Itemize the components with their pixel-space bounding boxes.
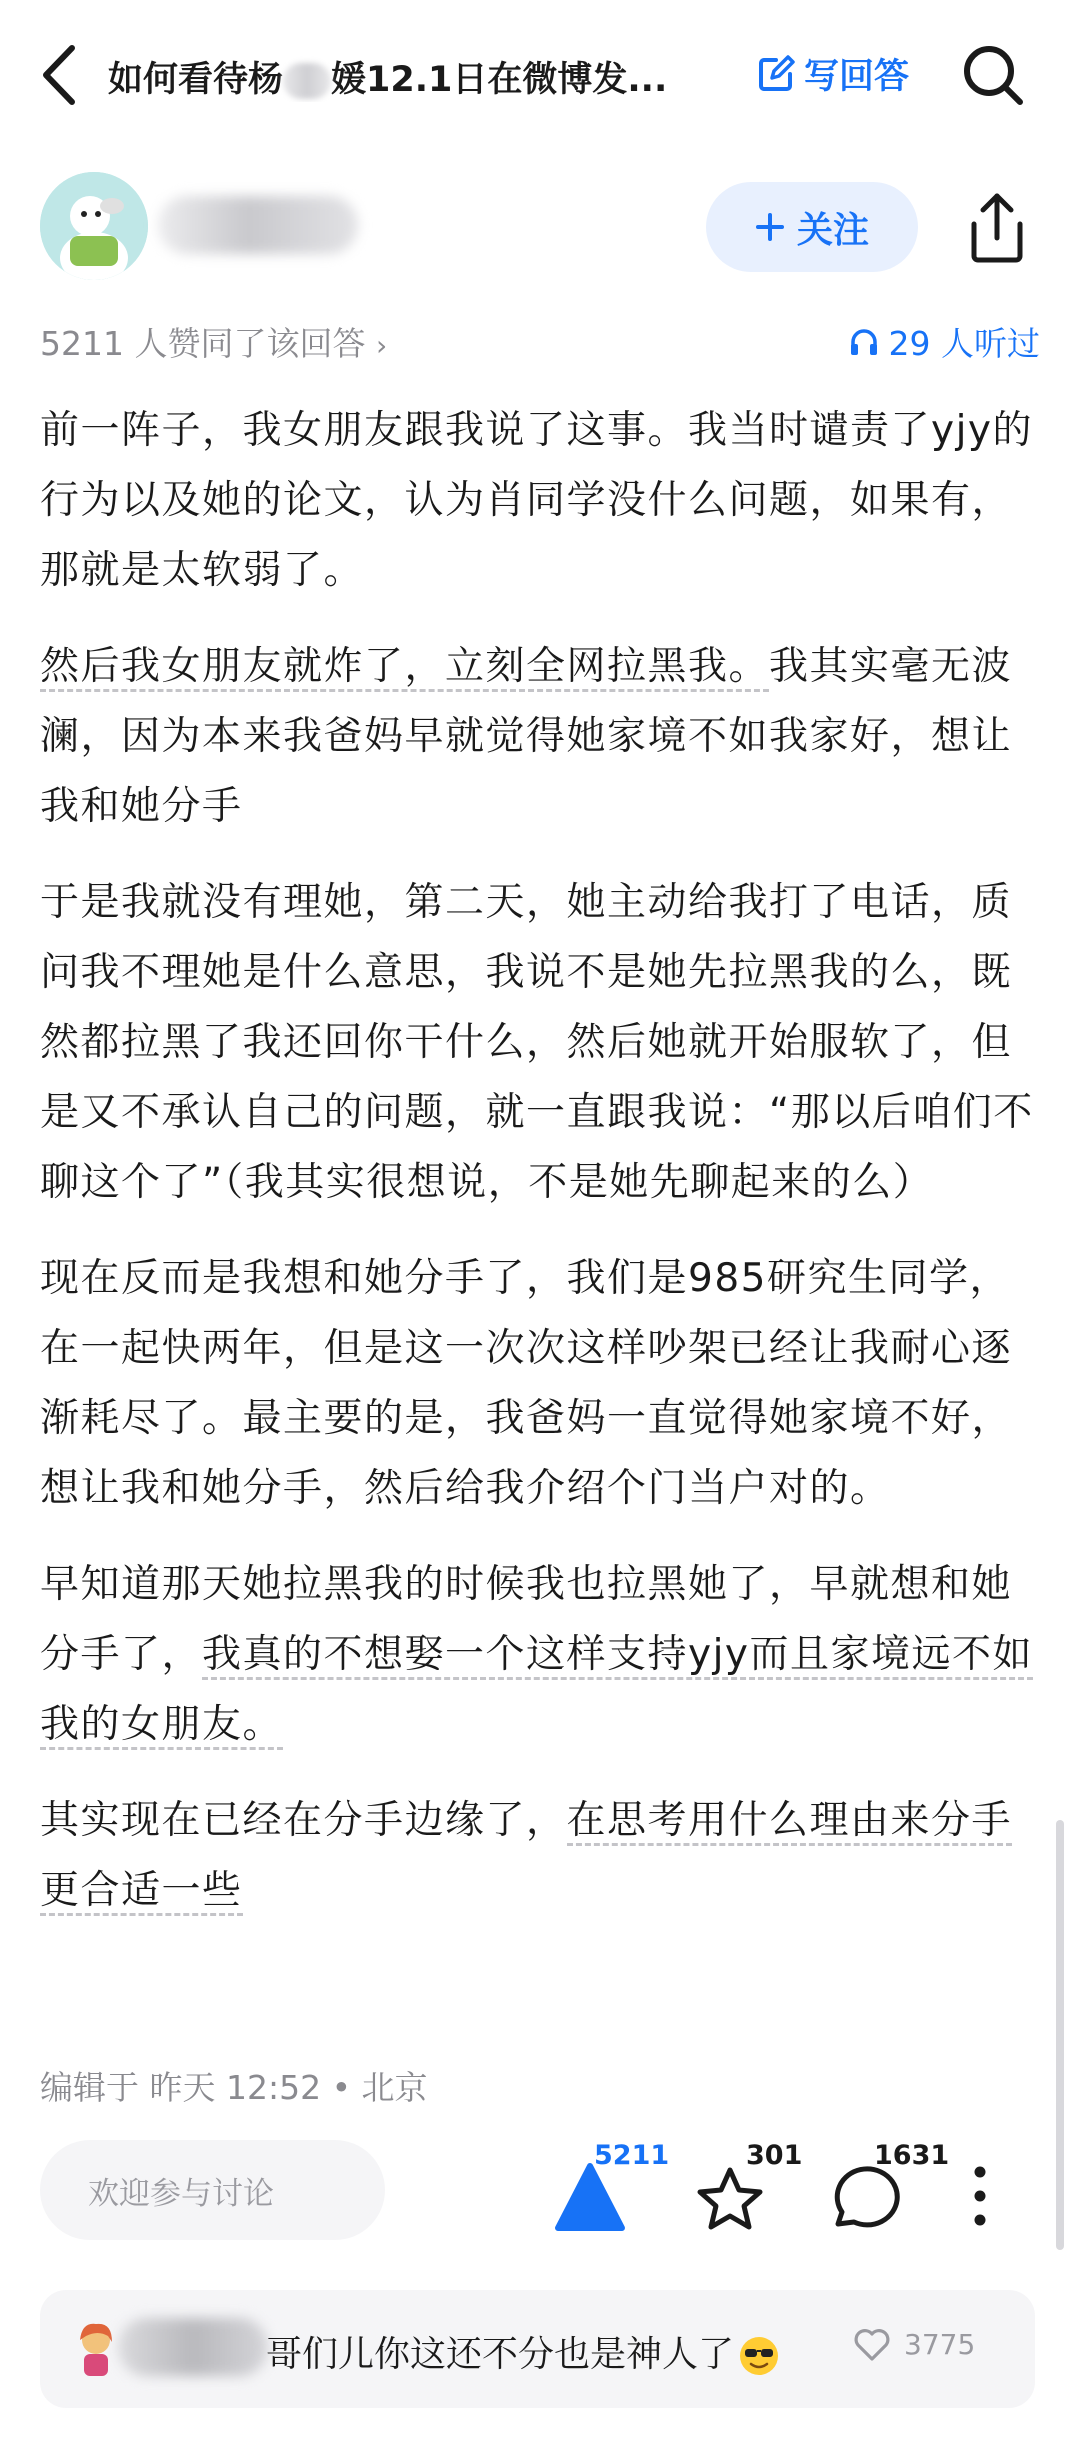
chevron-right-icon: › (375, 329, 388, 362)
highlighted-text[interactable]: 我真的不想娶一个这样支持yjy而且家境远不如我的女朋友。 (40, 1632, 1033, 1750)
favorite-button[interactable] (690, 2140, 803, 2238)
author-name-blurred[interactable] (158, 196, 358, 254)
agree-count: 5211 (594, 2140, 670, 2171)
write-answer-button[interactable] (756, 50, 909, 98)
follow-label: 关注 (796, 209, 869, 251)
listen-count[interactable] (849, 318, 1040, 365)
more-dots-icon[interactable] (950, 2148, 1010, 2238)
commenter-avatar[interactable] (68, 2318, 124, 2380)
top-bar (0, 0, 1072, 150)
question-title-part-1: 如何看待杨 (108, 60, 284, 100)
heart-icon (852, 2326, 892, 2362)
question-title[interactable] (108, 52, 708, 102)
answer-content (40, 396, 1040, 1952)
headphones-icon (849, 327, 879, 357)
share-icon[interactable] (958, 188, 1036, 268)
back-arrow-icon[interactable] (36, 40, 86, 110)
discuss-placeholder: 欢迎参与讨论 (88, 2175, 274, 2212)
agree-button[interactable] (550, 2140, 670, 2238)
paragraph-text: 现在反而是我想和她分手了，我们是985研究生同学，在一起快两年，但是这一次次这样吵架已经让我耐心逐渐耗尽了。最主要的是，我爸妈一直觉得她家境不好，想让我和她分手，然后给我介绍个门当户对的。 (40, 1256, 1013, 1511)
highlighted-text[interactable]: 然后我女朋友就炸了，立刻全网拉黑我。 (40, 644, 769, 692)
comment-like-count: 3775 (904, 2327, 976, 2361)
write-answer-label: 写回答 (804, 57, 910, 97)
answer-paragraph (40, 396, 1040, 606)
cool-emoji-icon (738, 2335, 780, 2377)
scrollbar[interactable] (1056, 1820, 1064, 2250)
listen-count-text: 29 人听过 (888, 324, 1040, 363)
paragraph-text: 我其实毫无波澜，因为本来我爸妈早就觉得她家境不如我家好，想让我和她分手 (40, 644, 1013, 829)
agree-summary[interactable] (40, 318, 387, 365)
action-bar (40, 2140, 1040, 2240)
paragraph-text: 于是我就没有理她，第二天，她主动给我打了电话，质问我不理她是什么意思，我说不是她先拉黑我的么，既然都拉黑了我还回你干什么，然后她就开始服软了，但是又不承认自己的问题，就一直跟我说：“那以后咱们不聊这个了”（我其实很想说，不是她先聊起来的么） (40, 880, 1034, 1205)
answer-paragraph (40, 868, 1040, 1218)
avatar[interactable] (40, 172, 148, 280)
agree-summary-text: 5211 人赞同了该回答 (40, 324, 366, 363)
answer-paragraph (40, 632, 1040, 842)
commenter-name-blurred (118, 2318, 268, 2376)
search-icon[interactable] (958, 40, 1028, 110)
edit-meta: 编辑于 昨天 12:52 • 北京 (40, 2068, 428, 2107)
paragraph-text: 早知道那天她拉黑我的时候我也拉黑她了，早就想和她分手了， (40, 1562, 1013, 1677)
answer-paragraph (40, 1786, 1040, 1926)
comment-text (266, 2326, 780, 2377)
paragraph-text: 前一阵子，我女朋友跟我说了这事。我当时谴责了yjy的行为以及她的论文，认为肖同学没什么问题，如果有，那就是太软弱了。 (40, 408, 1033, 593)
answer-paragraph (40, 1244, 1040, 1524)
edit-icon (756, 54, 796, 94)
comment-count: 1631 (874, 2140, 950, 2171)
paragraph-text: 其实现在已经在分手边缘了， (40, 1798, 567, 1843)
top-comment[interactable] (40, 2290, 1035, 2408)
avatar-image (40, 172, 148, 280)
stats-row (40, 318, 1040, 368)
plus-icon (755, 212, 785, 242)
favorite-count: 301 (746, 2140, 803, 2171)
comment-like[interactable] (852, 2326, 975, 2362)
author-row (40, 172, 1040, 282)
follow-button[interactable] (706, 182, 918, 272)
highlighted-text[interactable]: 在思考用什么理由来分手更合适一些 (40, 1798, 1012, 1916)
discuss-input[interactable] (40, 2140, 385, 2240)
redacted-name-blur (283, 63, 331, 99)
comment-button[interactable] (826, 2140, 950, 2238)
question-title-part-2: 媛12.1日在微博发... (331, 60, 668, 100)
comment-body: 哥们儿你这还不分也是神人了 (266, 2334, 735, 2375)
answer-paragraph (40, 1550, 1040, 1760)
